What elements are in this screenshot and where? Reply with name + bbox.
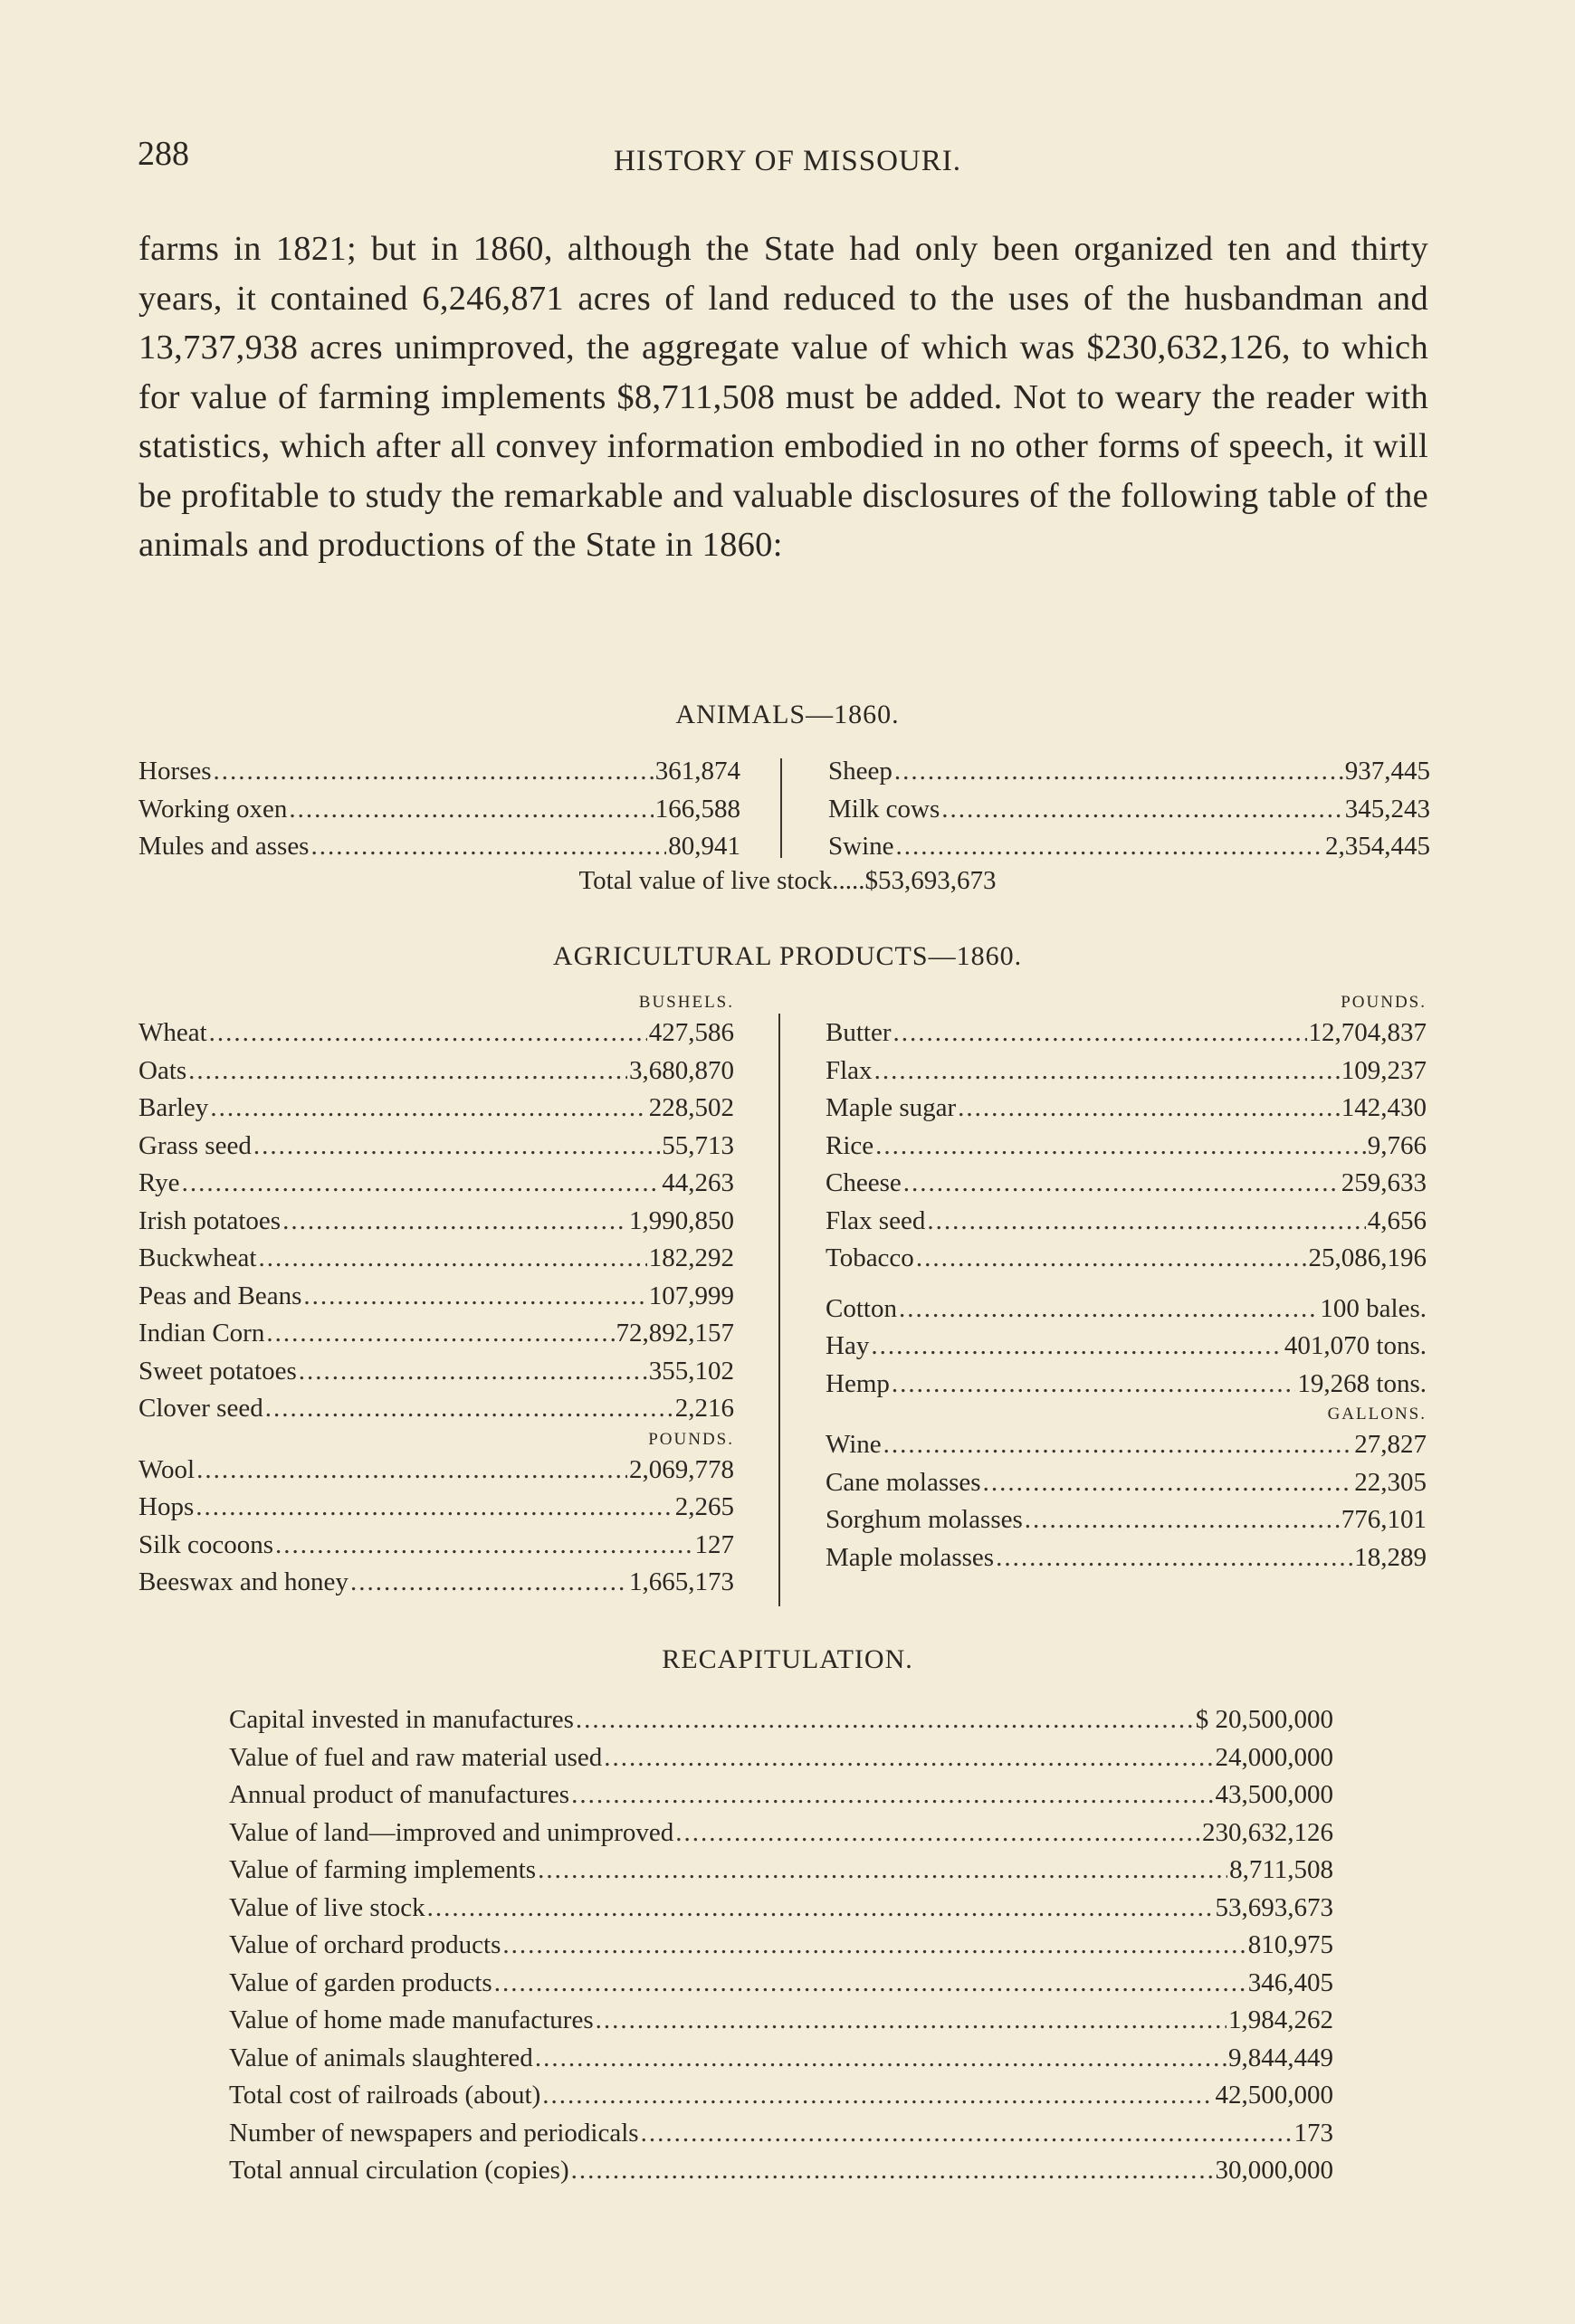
unit-bushels: BUSHELS. [638, 993, 734, 1012]
dot-leader [502, 1927, 1246, 1965]
dot-leader [214, 753, 654, 791]
row-label: Value of land—improved and unimproved [229, 1817, 674, 1847]
row-label: Clover seed [138, 1394, 263, 1423]
table-row [826, 1291, 1427, 1329]
row-value: 80,941 [668, 832, 740, 861]
animals-right-list [828, 753, 1430, 866]
dot-leader [265, 1390, 673, 1428]
row-label: Horses [138, 757, 212, 786]
recap-column [229, 1701, 1333, 2190]
table-row [229, 1965, 1333, 2003]
agriculture-right-column [826, 991, 1427, 1576]
animals-right-column [828, 753, 1430, 866]
row-value: 9,766 [1367, 1130, 1427, 1160]
body-paragraph: farms in 1821; but in 1860, although the State had only been organized ten and thirty years, it contained 6,246,871 acres of land reduced to the uses of the husbandman and 13,737,938 acres unimproved, the aggregate value of which was $230,632,126, to which for value of farming implements $8,711,508 must be added. Not to weary the reader with statistics, which after all convey information embodied in no other forms of speech, it will be profitable to study the remarkable and valuable disclosures of the following table of the animals and productions of the State in 1860: [138, 230, 1428, 564]
dot-leader [542, 2077, 1213, 2115]
row-label: Mules and asses [138, 832, 310, 861]
row-label: Beeswax and honey [138, 1567, 348, 1596]
dot-leader [1025, 1501, 1340, 1539]
unit-pounds-right: POUNDS. [1341, 993, 1427, 1012]
table-row [229, 2152, 1333, 2190]
row-value: 107,999 [648, 1281, 734, 1310]
dot-leader [275, 1527, 692, 1565]
row-label: Irish potatoes [138, 1205, 282, 1235]
row-value: 100 bales. [1320, 1293, 1427, 1323]
dot-leader [874, 1052, 1340, 1091]
dot-leader [310, 828, 666, 866]
row-value: 109,237 [1341, 1055, 1427, 1085]
table-row [229, 2002, 1333, 2040]
table-row [826, 1501, 1427, 1539]
table-row [138, 1452, 734, 1490]
unit-gallons: GALLONS. [1327, 1405, 1427, 1424]
row-value: 228,502 [648, 1093, 734, 1122]
table-row [138, 1014, 734, 1052]
row-label: Cane molasses [826, 1467, 981, 1497]
table-row [138, 1315, 734, 1353]
row-value: 361,874 [654, 757, 740, 786]
row-value: 345,243 [1344, 794, 1430, 824]
dot-leader [182, 1165, 661, 1203]
animals-total-label: Total value of live stock [578, 866, 833, 895]
table-row [826, 1014, 1427, 1052]
table-row [138, 1489, 734, 1527]
dot-leader [983, 1464, 1353, 1502]
table-row [138, 753, 740, 791]
row-value: 2,354,445 [1325, 832, 1430, 861]
row-label: Value of live stock [229, 1892, 425, 1922]
row-value: 25,086,196 [1308, 1243, 1427, 1272]
row-value: 142,430 [1341, 1093, 1427, 1122]
row-value: 1,665,173 [629, 1567, 734, 1596]
row-value: 24,000,000 [1215, 1742, 1333, 1772]
table-row [826, 1328, 1427, 1366]
table-row [229, 2115, 1333, 2153]
row-label: Working oxen [138, 794, 288, 824]
row-label: Wool [138, 1454, 196, 1484]
dot-leader [209, 1014, 647, 1052]
dot-leader [899, 1291, 1318, 1329]
animals-left-column [138, 753, 740, 866]
page-number: 288 [138, 135, 189, 173]
agriculture-right-list-1 [826, 1014, 1427, 1278]
row-label: Flax [826, 1055, 873, 1085]
dot-leader [958, 1090, 1340, 1128]
animals-total [0, 866, 1575, 896]
animals-left-list [138, 753, 740, 866]
dot-leader [916, 1240, 1307, 1278]
table-row [138, 1203, 734, 1241]
row-value: 12,704,837 [1308, 1018, 1427, 1047]
table-row [229, 1701, 1333, 1739]
table-row [229, 2077, 1333, 2115]
row-label: Sweet potatoes [138, 1356, 297, 1386]
row-label: Hay [826, 1331, 870, 1360]
row-label: Peas and Beans [138, 1281, 302, 1310]
dot-leader [535, 2040, 1227, 2078]
row-label: Rye [138, 1168, 180, 1197]
dot-leader [266, 1315, 614, 1353]
row-label: Maple molasses [826, 1542, 995, 1572]
dot-leader [894, 753, 1343, 791]
row-label: Total annual circulation (copies) [229, 2156, 569, 2185]
row-label: Milk cows [828, 794, 940, 824]
row-value: 346,405 [1247, 1967, 1333, 1997]
row-label: Maple sugar [826, 1093, 957, 1122]
table-row [138, 1240, 734, 1278]
dot-leader [210, 1090, 646, 1128]
row-label: Capital invested in manufactures [229, 1705, 574, 1734]
row-value: 776,101 [1341, 1505, 1427, 1534]
row-value: 8,711,508 [1229, 1855, 1333, 1884]
row-label: Grass seed [138, 1130, 252, 1160]
unit-pounds-left: POUNDS. [648, 1429, 734, 1449]
dot-leader [494, 1965, 1246, 2003]
row-label: Wheat [138, 1018, 207, 1047]
row-label: Number of newspapers and periodicals [229, 2118, 639, 2148]
dot-leader [941, 791, 1343, 829]
table-row [138, 1527, 734, 1565]
row-value: 4,656 [1367, 1205, 1427, 1235]
dot-leader [350, 1564, 627, 1602]
agriculture-right-list-3 [826, 1426, 1427, 1576]
row-label: Cotton [826, 1293, 897, 1323]
row-label: Barley [138, 1093, 209, 1122]
table-row [826, 1165, 1427, 1203]
table-row [138, 1278, 734, 1316]
row-label: Oats [138, 1055, 187, 1085]
dot-leader [604, 1739, 1213, 1777]
row-value: 1,990,850 [629, 1205, 734, 1235]
row-label: Swine [828, 832, 894, 861]
row-value: 3,680,870 [629, 1055, 734, 1085]
dot-leader [258, 1240, 646, 1278]
agriculture-right-list-2 [826, 1291, 1427, 1404]
row-label: Value of farming implements [229, 1855, 537, 1884]
row-value: 18,289 [1354, 1542, 1427, 1572]
table-row [826, 1203, 1427, 1241]
table-row [826, 1464, 1427, 1502]
table-row [138, 1353, 734, 1391]
dot-leader [571, 1776, 1213, 1814]
row-label: Hemp [826, 1368, 890, 1398]
row-value: $ 20,500,000 [1195, 1705, 1333, 1734]
row-label: Butter [826, 1018, 892, 1047]
dot-leader [188, 1052, 627, 1091]
row-value: 810,975 [1247, 1930, 1333, 1959]
animals-divider [780, 758, 782, 858]
row-label: Annual product of manufactures [229, 1780, 570, 1809]
row-value: 937,445 [1344, 757, 1430, 786]
row-label: Value of home made manufactures [229, 2005, 594, 2034]
row-value: 166,588 [654, 794, 740, 824]
table-row [138, 1128, 734, 1166]
row-value: 30,000,000 [1215, 2156, 1333, 2185]
dot-leader [883, 1426, 1353, 1464]
table-row [229, 1776, 1333, 1814]
table-row [229, 1927, 1333, 1965]
dot-leader [196, 1489, 673, 1527]
row-value: 42,500,000 [1215, 2081, 1333, 2110]
row-value: 230,632,126 [1202, 1817, 1333, 1847]
row-value: 182,292 [648, 1243, 734, 1272]
row-value: 355,102 [648, 1356, 734, 1386]
row-label: Sheep [828, 757, 892, 786]
table-row [229, 1890, 1333, 1928]
table-row [138, 791, 740, 829]
dot-leader [596, 2002, 1227, 2040]
row-value: 9,844,449 [1228, 2043, 1333, 2072]
agriculture-divider [778, 1014, 780, 1606]
table-row [229, 2040, 1333, 2078]
dot-leader [196, 1452, 627, 1490]
table-row [828, 753, 1430, 791]
row-value: 53,693,673 [1215, 1892, 1333, 1922]
dot-leader [299, 1353, 647, 1391]
dot-leader [927, 1203, 1365, 1241]
dot-leader [892, 1366, 1296, 1404]
row-label: Value of garden products [229, 1967, 492, 1997]
dot-leader [282, 1203, 627, 1241]
dot-leader [996, 1539, 1352, 1577]
table-row [826, 1052, 1427, 1091]
table-row [826, 1240, 1427, 1278]
dot-leader [641, 2115, 1293, 2153]
table-row [138, 1165, 734, 1203]
row-label: Value of animals slaughtered [229, 2043, 533, 2072]
row-label: Total cost of railroads (about) [229, 2081, 541, 2110]
animals-total-value: $53,693,673 [864, 866, 997, 895]
row-value: 43,500,000 [1215, 1780, 1333, 1809]
row-value: 173 [1293, 2118, 1333, 2148]
table-row [138, 1390, 734, 1428]
agriculture-left-list-2 [138, 1452, 734, 1602]
row-value: 72,892,157 [616, 1319, 734, 1348]
row-label: Tobacco [826, 1243, 914, 1272]
row-value: 19,268 tons. [1297, 1368, 1427, 1398]
row-label: Value of orchard products [229, 1930, 501, 1959]
row-value: 2,265 [674, 1492, 734, 1521]
recap-title: RECAPITULATION. [662, 1644, 913, 1674]
row-value: 44,263 [662, 1168, 734, 1197]
row-value: 55,713 [662, 1130, 734, 1160]
table-row [828, 791, 1430, 829]
row-value: 427,586 [648, 1018, 734, 1047]
dot-leader [253, 1128, 660, 1166]
table-row [229, 1852, 1333, 1890]
row-value: 1,984,262 [1228, 2005, 1333, 2034]
row-value: 401,070 tons. [1284, 1331, 1427, 1360]
table-row [826, 1128, 1427, 1166]
table-row [828, 828, 1430, 866]
row-label: Hops [138, 1492, 195, 1521]
table-row [229, 1739, 1333, 1777]
dot-leader [875, 1128, 1366, 1166]
row-label: Silk cocoons [138, 1529, 274, 1559]
row-label: Rice [826, 1130, 874, 1160]
row-value: 2,216 [674, 1394, 734, 1423]
row-value: 259,633 [1341, 1168, 1427, 1197]
animals-title: ANIMALS—1860. [675, 700, 900, 729]
table-row [229, 1814, 1333, 1853]
dot-leader [289, 791, 653, 829]
table-row [826, 1090, 1427, 1128]
dot-leader [675, 1814, 1200, 1853]
table-row [138, 1052, 734, 1091]
dot-leader [303, 1278, 646, 1316]
table-row [138, 828, 740, 866]
row-value: 27,827 [1354, 1430, 1427, 1459]
row-label: Sorghum molasses [826, 1505, 1023, 1534]
agriculture-title: AGRICULTURAL PRODUCTS—1860. [552, 941, 1023, 971]
dot-leader [871, 1328, 1283, 1366]
table-row [138, 1564, 734, 1602]
dot-leader [427, 1890, 1214, 1928]
dot-leader [571, 2152, 1214, 2190]
row-label: Value of fuel and raw material used [229, 1742, 603, 1772]
agriculture-left-list-1 [138, 1014, 734, 1428]
row-label: Flax seed [826, 1205, 926, 1235]
table-row [826, 1366, 1427, 1404]
row-value: 127 [694, 1529, 734, 1559]
recap-list [229, 1701, 1333, 2190]
row-label: Cheese [826, 1168, 902, 1197]
animals-total-leader: ..... [832, 866, 865, 895]
row-value: 2,069,778 [629, 1454, 734, 1484]
table-row [826, 1426, 1427, 1464]
dot-leader [893, 1014, 1307, 1052]
agriculture-left-column [138, 991, 734, 1602]
table-row [138, 1090, 734, 1128]
row-label: Indian Corn [138, 1319, 265, 1348]
row-label: Wine [826, 1430, 882, 1459]
running-title: HISTORY OF MISSOURI. [614, 145, 961, 177]
dot-leader [538, 1852, 1227, 1890]
dot-leader [896, 828, 1324, 866]
row-value: 22,305 [1354, 1467, 1427, 1497]
dot-leader [576, 1701, 1194, 1739]
row-label: Buckwheat [138, 1243, 257, 1272]
table-row [826, 1539, 1427, 1577]
dot-leader [903, 1165, 1340, 1203]
